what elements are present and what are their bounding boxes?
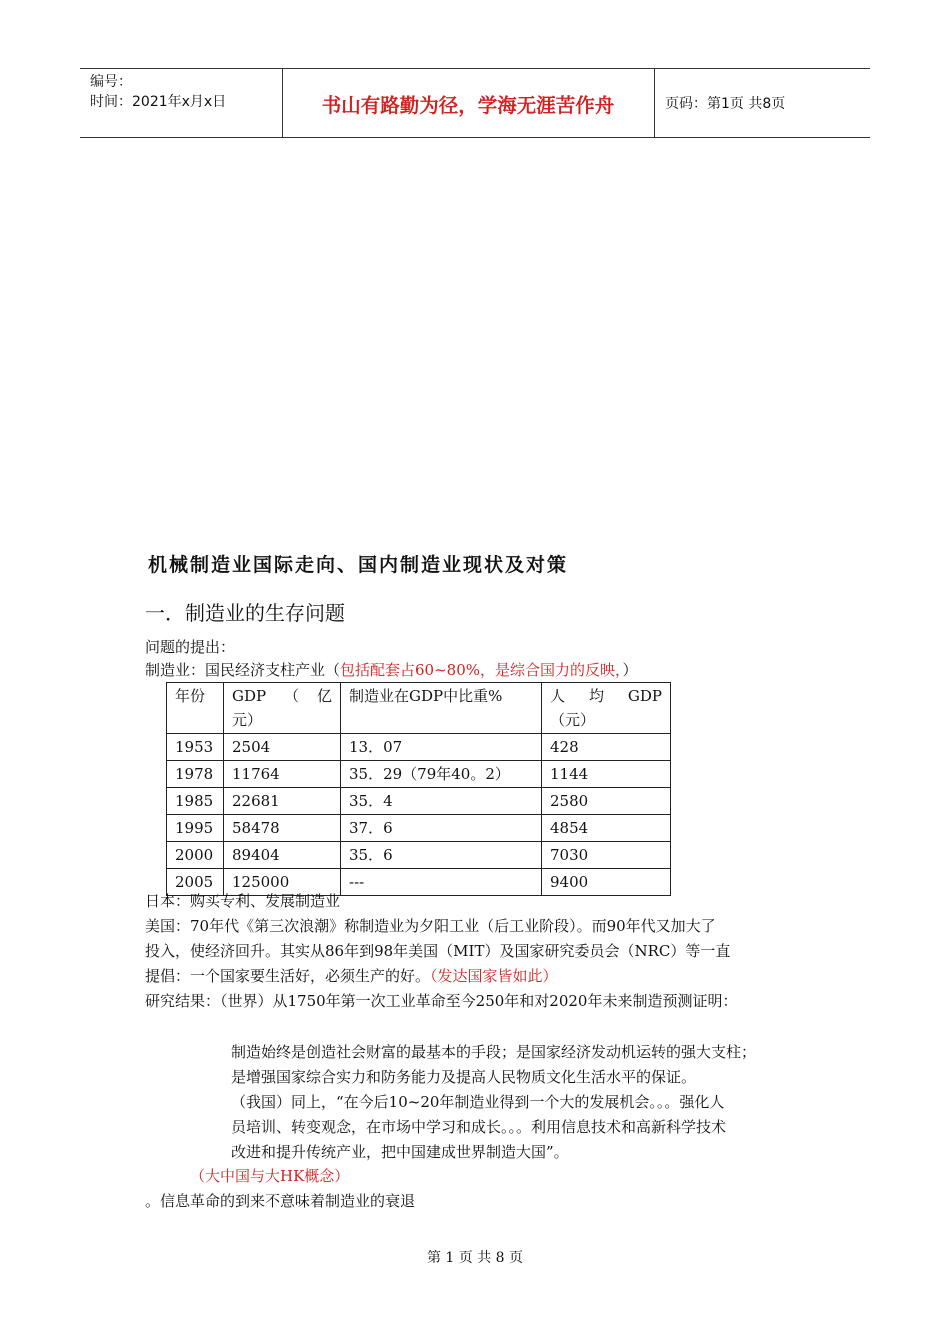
usa-red-note: （发达国家皆如此） — [430, 967, 558, 985]
table-cell: 4854 — [542, 815, 671, 842]
table-header-row — [167, 683, 671, 734]
quote-line-3: （我国）同上，“在今后10~20年制造业得到一个大的发展机会。。。强化人 — [231, 1093, 725, 1111]
japan-line: 日本：购买专利、发展制造业 — [145, 892, 341, 910]
table-row — [167, 734, 671, 761]
header-gdp-part: 元） — [232, 711, 263, 729]
header-gdp-part: 亿 — [316, 687, 332, 705]
quote-line-1: 制造始终是创造社会财富的最基本的手段；是国家经济发动机运转的强大支柱； — [231, 1043, 757, 1061]
header-meta — [90, 72, 226, 112]
usa-line-1: 美国：70年代《第三次浪潮》称制造业为夕阳工业（后工业阶段）。而90年代又加大了 — [145, 917, 716, 935]
table-cell: 13．07 — [341, 734, 542, 761]
info-revolution-line: 。信息革命的到来不意味着制造业的衰退 — [145, 1192, 416, 1210]
table-cell: 1978 — [167, 761, 224, 788]
header-gdp — [224, 683, 341, 734]
header-per-part: GDP — [627, 687, 662, 705]
table-cell: 2504 — [224, 734, 341, 761]
usa-line-3-text: 提倡：一个国家要生活好，必须生产的好。 — [145, 967, 431, 985]
document-title: 机械制造业国际走向、国内制造业现状及对策 — [148, 554, 569, 576]
number-label: 编号： — [90, 74, 132, 90]
header-per-part: 人 — [550, 687, 566, 705]
intro-line: 问题的提出： — [145, 638, 236, 656]
time-label: 时间：2021年x月x日 — [90, 94, 227, 110]
usa-line-2: 投入，使经济回升。其实从86年到98年美国（MIT）及国家研究委员会（NRC）等一直 — [145, 942, 731, 960]
table-cell: 7030 — [542, 842, 671, 869]
header-gdp-part: （ — [284, 687, 300, 705]
table-cell: 35．4 — [341, 788, 542, 815]
table-cell: 11764 — [224, 761, 341, 788]
header-per-capita — [542, 683, 671, 734]
manufacturing-suffix: ） — [622, 661, 638, 679]
table-cell: 2580 — [542, 788, 671, 815]
table-cell: 428 — [542, 734, 671, 761]
header-per-part: 均 — [588, 687, 604, 705]
header-gdp-part: GDP — [232, 687, 267, 705]
table-cell: --- — [341, 869, 542, 896]
table-cell: 2005 — [167, 869, 224, 896]
quote-line-2: 是增强国家综合实力和防务能力及提高人民物质文化生活水平的保证。 — [231, 1068, 697, 1086]
page-header — [80, 68, 870, 138]
quote-line-4: 员培训、转变观念，在市场中学习和成长。。。利用信息技术和高新科学技术 — [231, 1118, 727, 1136]
table-row — [167, 842, 671, 869]
table-cell: 9400 — [542, 869, 671, 896]
table-cell: 22681 — [224, 788, 341, 815]
manufacturing-prefix: 制造业：国民经济支柱产业（ — [145, 661, 341, 679]
table-cell: 125000 — [224, 869, 341, 896]
quote-line-5: 改进和提升传统产业，把中国建成世界制造大国”。 — [231, 1143, 569, 1161]
header-page-info: 页码：第1页 共8页 — [665, 96, 786, 112]
header-share: 制造业在GDP中比重% — [341, 683, 542, 734]
table-cell: 58478 — [224, 815, 341, 842]
table-row — [167, 815, 671, 842]
table-cell: 1144 — [542, 761, 671, 788]
manufacturing-red-note: 包括配套占60~80%，是综合国力的反映， — [340, 661, 623, 679]
usa-line-3 — [145, 964, 558, 989]
page-footer: 第 1 页 共 8 页 — [426, 1250, 524, 1266]
section-heading: 一．制造业的生存问题 — [145, 601, 345, 625]
manufacturing-line — [145, 658, 638, 683]
red-note-line: （大中国与大HK概念） — [190, 1167, 350, 1185]
table-cell: 89404 — [224, 842, 341, 869]
header-year: 年份 — [167, 683, 224, 734]
table-cell: 35．6 — [341, 842, 542, 869]
table-cell: 37．6 — [341, 815, 542, 842]
table-cell: 1953 — [167, 734, 224, 761]
table-cell: 35．29（79年40。2） — [341, 761, 542, 788]
header-per-part: （元） — [550, 711, 596, 729]
header-divider — [654, 69, 655, 137]
table-row — [167, 761, 671, 788]
header-motto: 书山有路勤为径，学海无涯苦作舟 — [321, 94, 615, 117]
table-cell: 1985 — [167, 788, 224, 815]
table-row — [167, 788, 671, 815]
gdp-table — [166, 682, 671, 896]
table-cell: 1995 — [167, 815, 224, 842]
research-line: 研究结果：（世界）从1750年第一次工业革命至今250年和对2020年未来制造预测证明： — [145, 992, 738, 1010]
table-cell: 2000 — [167, 842, 224, 869]
